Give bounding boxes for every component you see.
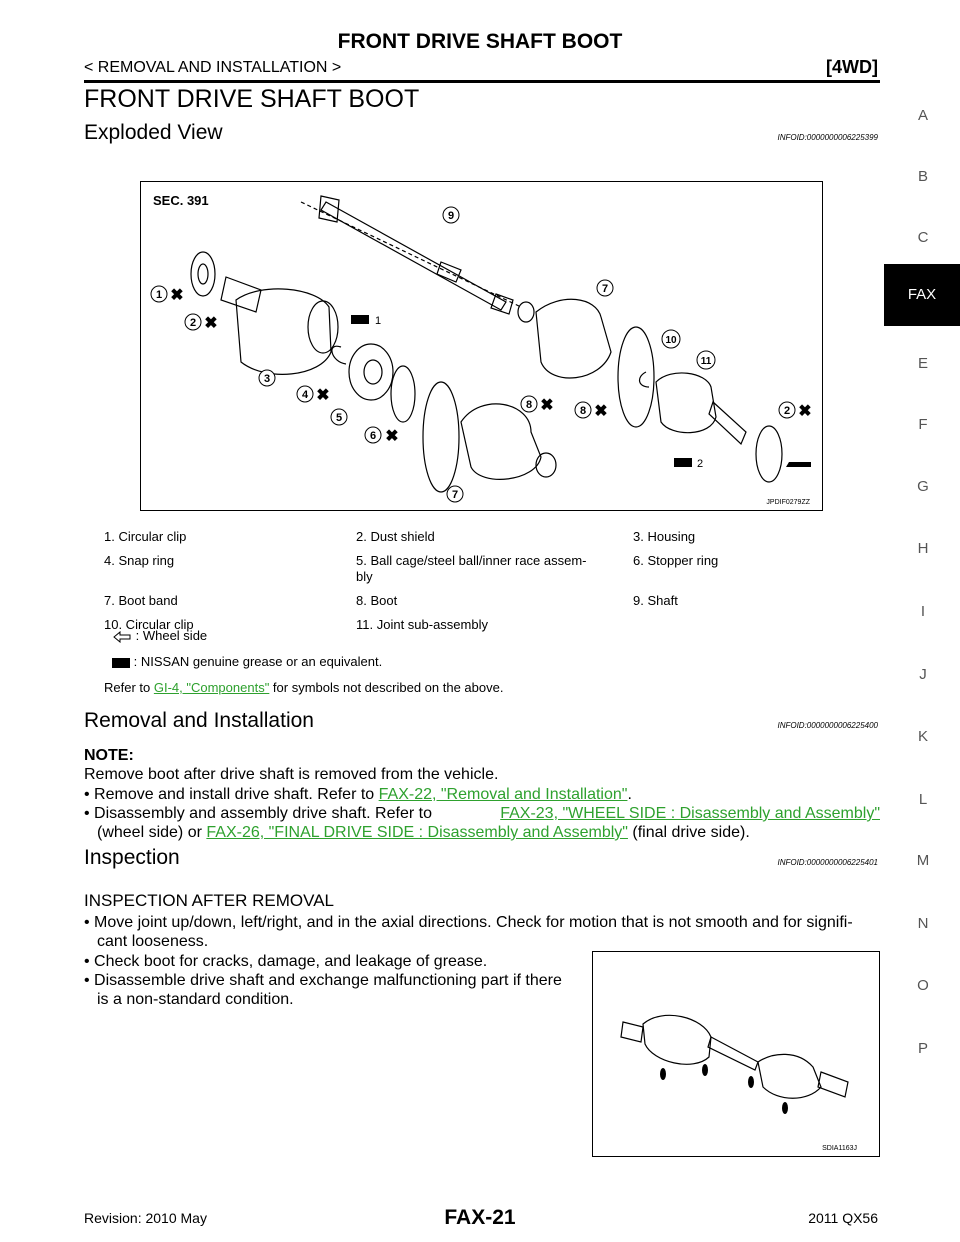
legend-item: 3. Housing — [633, 529, 696, 544]
drive-shaft-drawing — [593, 952, 879, 1156]
revision-label: Revision: 2010 May — [84, 1210, 207, 1226]
bullet-line: • Move joint up/down, left/right, and in the axial directions. Check for motion that is not smooth and for signifi- — [84, 914, 853, 931]
tab-g[interactable]: G — [917, 478, 929, 495]
inspection-bullet-2: • Check boot for cracks, damage, and leakage of grease. — [84, 953, 488, 970]
legend-item: 6. Stopper ring — [633, 553, 719, 568]
svg-text:1: 1 — [155, 289, 163, 301]
inspection-bullet-3 — [84, 971, 584, 1009]
grease-mark-2 — [674, 458, 703, 470]
removal-bullet-1 — [84, 785, 880, 804]
tab-n[interactable]: N — [917, 915, 929, 932]
grease-label: : NISSAN genuine grease or an equivalent. — [133, 654, 383, 669]
exploded-view-figure — [140, 181, 823, 511]
bullet-line: • Disassemble drive shaft and exchange malfunctioning part if there — [84, 972, 562, 989]
tab-i[interactable]: I — [920, 603, 926, 620]
info-id-exploded: INFOID:0000000006225399 — [777, 133, 878, 142]
bullet-text: (wheel side) or — [97, 824, 207, 841]
tab-o[interactable]: O — [917, 977, 929, 994]
tab-e[interactable]: E — [917, 355, 928, 372]
svg-text:2: 2 — [189, 317, 197, 329]
tab-c[interactable]: C — [917, 229, 929, 246]
figure-code: JPDIF0279ZZ — [766, 499, 810, 506]
legend-row — [104, 529, 880, 553]
callout-11 — [697, 351, 715, 369]
callout-4 — [297, 386, 330, 404]
wheel-side-icon — [786, 462, 811, 467]
legend-table — [104, 529, 880, 641]
svg-text:✖: ✖ — [170, 287, 184, 304]
callout-8-upper — [575, 402, 608, 420]
legend-grease — [112, 654, 382, 669]
legend-item: 4. Snap ring — [104, 553, 175, 568]
section-title-inspection: Inspection — [84, 846, 180, 869]
link-fax-22[interactable]: FAX-22, "Removal and Installation" — [378, 786, 628, 803]
svg-text:3: 3 — [263, 373, 271, 385]
callout-9 — [443, 207, 459, 223]
note-label: NOTE: — [84, 747, 134, 764]
grease-mark-1 — [351, 315, 381, 327]
bullet-line-2: is a non-standard condition. — [97, 991, 294, 1008]
tab-a[interactable]: A — [917, 107, 928, 124]
bullet-line-2: cant looseness. — [97, 933, 209, 950]
legend-row — [104, 593, 880, 617]
bullet-text: • Disassembly and assembly drive shaft. Refer to — [84, 805, 432, 822]
svg-text:8: 8 — [579, 405, 587, 417]
svg-text:✖: ✖ — [594, 403, 608, 420]
svg-text:5: 5 — [335, 412, 343, 424]
page-title: FRONT DRIVE SHAFT BOOT — [84, 85, 420, 113]
tab-h[interactable]: H — [917, 540, 929, 557]
section-title-exploded: Exploded View — [84, 121, 223, 144]
legend-item: 2. Dust shield — [356, 529, 435, 544]
svg-text:7: 7 — [601, 283, 609, 295]
callout-7-lower — [447, 486, 463, 502]
tab-fax-active[interactable]: FAX — [884, 264, 960, 326]
link-fax-23[interactable]: FAX-23, "WHEEL SIDE : Disassembly and Assembly" — [500, 805, 880, 822]
svg-text:11: 11 — [700, 356, 712, 367]
model-label: 2011 QX56 — [808, 1210, 878, 1226]
breadcrumb: < REMOVAL AND INSTALLATION > — [84, 59, 342, 76]
bullet-line-2 — [84, 823, 880, 842]
inspection-bullet-1 — [84, 913, 880, 951]
variant-label: [4WD] — [826, 57, 878, 77]
legend-item: 5. Ball cage/steel ball/inner race assem- bly — [356, 553, 587, 584]
figure-code-2: SDIA1163J — [822, 1145, 857, 1152]
svg-text:8: 8 — [525, 399, 533, 411]
wheel-side-icon — [112, 631, 132, 643]
legend-item: 1. Circular clip — [104, 529, 187, 544]
page-number: FAX-21 — [444, 1206, 516, 1229]
running-header-title: FRONT DRIVE SHAFT BOOT — [337, 30, 623, 53]
bullet-text: • Remove and install drive shaft. Refer to — [84, 786, 379, 803]
legend-row — [104, 617, 880, 641]
grease-drops — [660, 1064, 788, 1114]
svg-text:1: 1 — [375, 315, 382, 327]
legend-item — [633, 617, 880, 641]
tab-p[interactable]: P — [917, 1040, 928, 1057]
grease-icon — [112, 658, 130, 668]
inspection-figure — [592, 951, 880, 1157]
svg-text:✖: ✖ — [204, 315, 218, 332]
info-id-removal: INFOID:0000000006225400 — [777, 721, 878, 730]
callout-10 — [662, 330, 680, 348]
tab-l[interactable]: L — [918, 791, 928, 808]
bullet-suffix: . — [627, 786, 632, 803]
section-title-removal: Removal and Installation — [84, 709, 314, 732]
callout-6 — [365, 427, 399, 445]
bullet-suffix: (final drive side). — [627, 824, 750, 841]
sec-label: SEC. 391 — [153, 193, 209, 208]
callout-8-lower — [521, 396, 554, 414]
exploded-view-drawing — [141, 182, 822, 510]
tab-k[interactable]: K — [917, 728, 928, 745]
tab-j[interactable]: J — [919, 666, 927, 683]
header-rule — [84, 80, 880, 83]
callout-2-right — [779, 402, 812, 420]
tab-b[interactable]: B — [917, 168, 928, 185]
svg-text:2: 2 — [697, 458, 704, 470]
bullet-line — [84, 804, 880, 823]
legend-item: 8. Boot — [356, 593, 398, 608]
svg-text:9: 9 — [447, 210, 455, 222]
legend-item: 9. Shaft — [633, 593, 678, 608]
callout-5 — [331, 409, 347, 425]
inspection-subtitle: INSPECTION AFTER REMOVAL — [84, 891, 335, 910]
svg-text:✖: ✖ — [540, 397, 554, 414]
wheel-side-label: : Wheel side — [135, 628, 208, 643]
legend-refer — [104, 680, 503, 695]
svg-text:7: 7 — [451, 489, 459, 501]
svg-text:✖: ✖ — [385, 428, 399, 445]
refer-suffix: for symbols not described on the above. — [269, 680, 504, 695]
legend-item: 10. Circular clip — [104, 617, 194, 632]
svg-text:10: 10 — [665, 335, 677, 346]
tab-f[interactable]: F — [918, 416, 928, 433]
legend-item: 11. Joint sub-assembly — [356, 617, 488, 632]
callout-1 — [151, 286, 184, 304]
callout-7-upper — [597, 280, 613, 296]
legend-wheel-side — [112, 628, 207, 643]
callout-2 — [185, 314, 218, 332]
tab-m[interactable]: M — [916, 852, 930, 869]
legend — [104, 529, 880, 641]
svg-text:✖: ✖ — [798, 403, 812, 420]
callout-3 — [259, 370, 275, 386]
note-text: Remove boot after drive shaft is removed from the vehicle. — [84, 766, 499, 783]
info-id-inspection: INFOID:0000000006225401 — [777, 858, 878, 867]
refer-text: Refer to — [104, 680, 154, 695]
removal-bullet-2 — [84, 804, 880, 842]
legend-item: 7. Boot band — [104, 593, 178, 608]
svg-text:2: 2 — [783, 405, 791, 417]
link-fax-26[interactable]: FAX-26, "FINAL DRIVE SIDE : Disassembly and Assembly" — [206, 824, 628, 841]
svg-text:4: 4 — [301, 389, 309, 401]
legend-row — [104, 553, 880, 593]
svg-text:6: 6 — [369, 430, 377, 442]
svg-text:✖: ✖ — [316, 387, 330, 404]
link-gi-4-components[interactable]: GI-4, "Components" — [153, 680, 270, 695]
